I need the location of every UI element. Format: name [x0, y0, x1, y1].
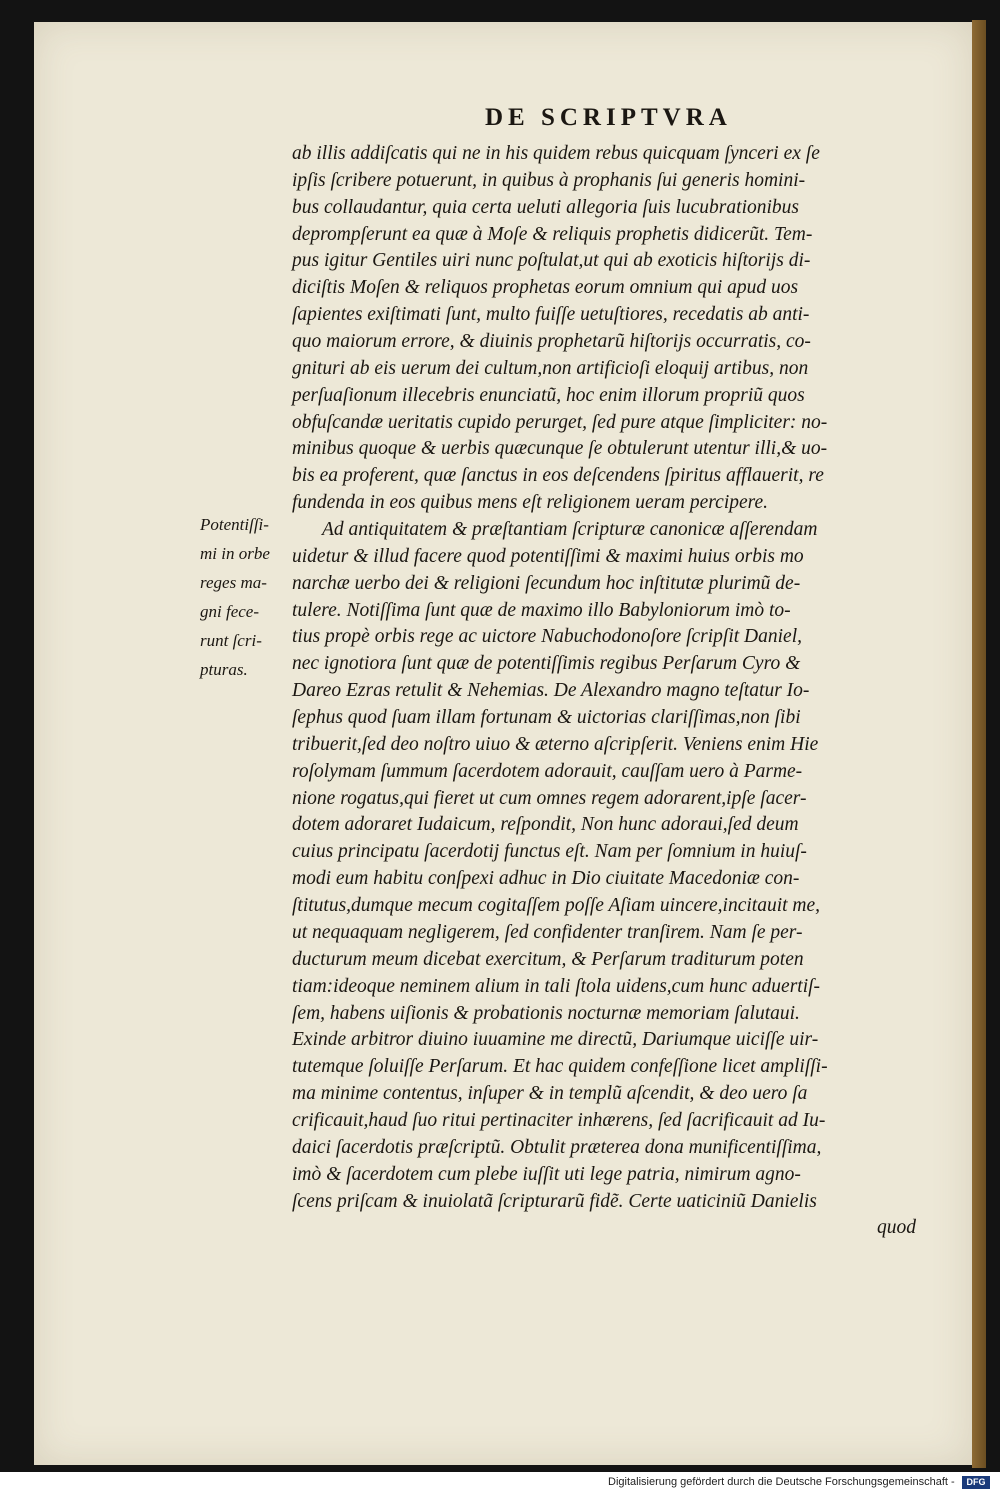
text-line: tribuerit,ſed deo noſtro uiuo & æterno aſcripſerit. Veniens enim Hie	[292, 733, 819, 755]
text-line: nione rogatus,qui fieret ut cum omnes regem adorarent,ipſe ſacer-	[292, 787, 807, 809]
text-line: dotem adoraret Iudaicum, reſpondit, Non hunc adoraui,ſed deum	[292, 814, 799, 836]
text-line: minibus quoque & uerbis quæcunque ſe obtulerunt utentur illi,& uo-	[292, 438, 828, 460]
text-line: quo maiorum errore, & diuinis prophetarũ hiſtorijs occurratis, co-	[292, 331, 811, 353]
text-line: ſem, habens uiſionis & probationis nocturnæ memoriam ſalutaui.	[292, 1002, 800, 1024]
text-line: gnituri ab eis uerum dei cultum,non artificioſi eloquij artibus, non	[292, 357, 809, 379]
body-text	[292, 141, 932, 1242]
text-line: ab illis addiſcatis qui ne in his quidem rebus quicquam ſynceri ex ſe	[292, 143, 820, 164]
text-line: bus collaudantur, quia certa ueluti allegoria ſuis lucubrationibus	[292, 196, 799, 218]
marginal-note-line: mi in orbe	[200, 544, 270, 563]
text-line: pus igitur Gentiles uiri nunc poſtulat,ut qui ab exoticis hiſtorijs di-	[292, 250, 811, 272]
text-line: modi eum habitu conſpexi adhuc in Dio ciuitate Macedoniæ con-	[292, 868, 800, 890]
digitization-credit: Digitalisierung gefördert durch die Deutsche Forschungsgemeinschaft -	[608, 1476, 955, 1488]
text-line: tutemque ſoluiſſe Perſarum. Et hac quidem confeſſione licet ampliſſi-	[292, 1056, 828, 1078]
page-edge	[972, 20, 986, 1468]
text-line: cuius principatu ſacerdotij functus eſt. Nam per ſomnium in huiuſ-	[292, 841, 807, 863]
text-line: Ad antiquitatem & præſtantiam ſcripturæ canonicæ aſſerendam	[322, 519, 818, 541]
text-line: ducturum meum dicebat exercitum, & Perſarum traditurum poten	[292, 948, 804, 970]
marginal-note-line: Potentiſſi-	[200, 515, 269, 534]
text-line: ſcens priſcam & inuiolatã ſcripturarũ fidẽ. Certe uaticiniũ Danielis	[292, 1190, 817, 1212]
text-line: Exinde arbitror diuino iuuamine me directũ, Dariumque uiciſſe uir-	[292, 1029, 819, 1051]
text-line: tius propè orbis rege ac uictore Nabuchodonoſore ſcripſit Daniel,	[292, 626, 803, 648]
text-line: ipſis ſcribere potuerunt, in quibus à prophanis ſui generis homini-	[292, 169, 806, 191]
text-line: tulere. Notiſſima ſunt quæ de maximo illo Babyloniorum imò to-	[292, 599, 791, 621]
text-line: tiam:ideoque neminem alium in tali ſtola uidens,cum hunc aduertiſ-	[292, 975, 821, 997]
text-line: ut nequaquam negligerem, ſed confidenter tranſirem. Nam ſe per-	[292, 921, 803, 943]
text-line: Dareo Ezras retulit & Nehemias. De Alexandro magno teſtatur Io-	[292, 680, 810, 702]
text-line: crificauit,haud ſuo ritui pertinaciter inhærens, ſed ſacrificauit ad Iu-	[292, 1109, 826, 1131]
text-line: ſtitutus,dumque mecum cogitaſſem poſſe Aſiam uincere,incitauit me,	[292, 895, 821, 917]
marginal-note-line: runt ſcri-	[200, 631, 262, 650]
text-line: uidetur & illud facere quod potentiſſimi & maximi huius orbis mo	[292, 545, 804, 567]
text-line: nec ignotiora ſunt quæ de potentiſſimis regibus Perſarum Cyro &	[292, 653, 801, 675]
marginal-note	[200, 510, 292, 684]
text-line: perſuaſionum illecebris enunciatũ, hoc enim illorum propriũ quos	[292, 384, 805, 406]
text-line: diciſtis Moſen & reliquos prophetas eorum omnium qui apud uos	[292, 277, 799, 299]
text-line: obfuſcandæ ueritatis cupido perurget, ſed pure atque ſimpliciter: no-	[292, 411, 828, 433]
text-line: ſapientes exiſtimati ſunt, multo fuiſſe uetuſtiores, recedatis ab anti-	[292, 304, 810, 326]
text-line: deprompſerunt ea quæ à Moſe & reliquis prophetis didicerũt. Tem-	[292, 223, 813, 245]
text-line: imò & ſacerdotem cum plebe iuſſit uti lege patria, nimirum agno-	[292, 1163, 801, 1185]
text-line: roſolymam ſummum ſacerdotem adorauit, cauſſam uero à Parme-	[292, 760, 803, 782]
text-line: narchæ uerbo dei & religioni ſecundum hoc inſtitutæ plurimũ de-	[292, 572, 801, 594]
dfg-logo: DFG	[962, 1476, 990, 1489]
text-line: fundenda in eos quibus mens eſt religionem ueram percipere.	[292, 492, 769, 514]
text-line: ma minime contentus, inſuper & in templũ aſcendit, & deo uero ſa	[292, 1083, 808, 1105]
running-head: DE SCRIPTVRA	[485, 104, 732, 131]
marginal-note-line: pturas.	[200, 660, 248, 679]
catchword: quod	[877, 1217, 916, 1239]
text-line: ſephus quod ſuam illam fortunam & uictorias clariſſimas,non ſibi	[292, 707, 801, 729]
text-line: bis ea proferent, quæ ſanctus in eos deſcendens ſpiritus afflauerit, re	[292, 465, 824, 487]
text-line: daici ſacerdotis præſcriptũ. Obtulit præterea dona munificentiſſima,	[292, 1136, 822, 1158]
marginal-note-line: reges ma-	[200, 573, 267, 592]
marginal-note-line: gni fece-	[200, 602, 259, 621]
